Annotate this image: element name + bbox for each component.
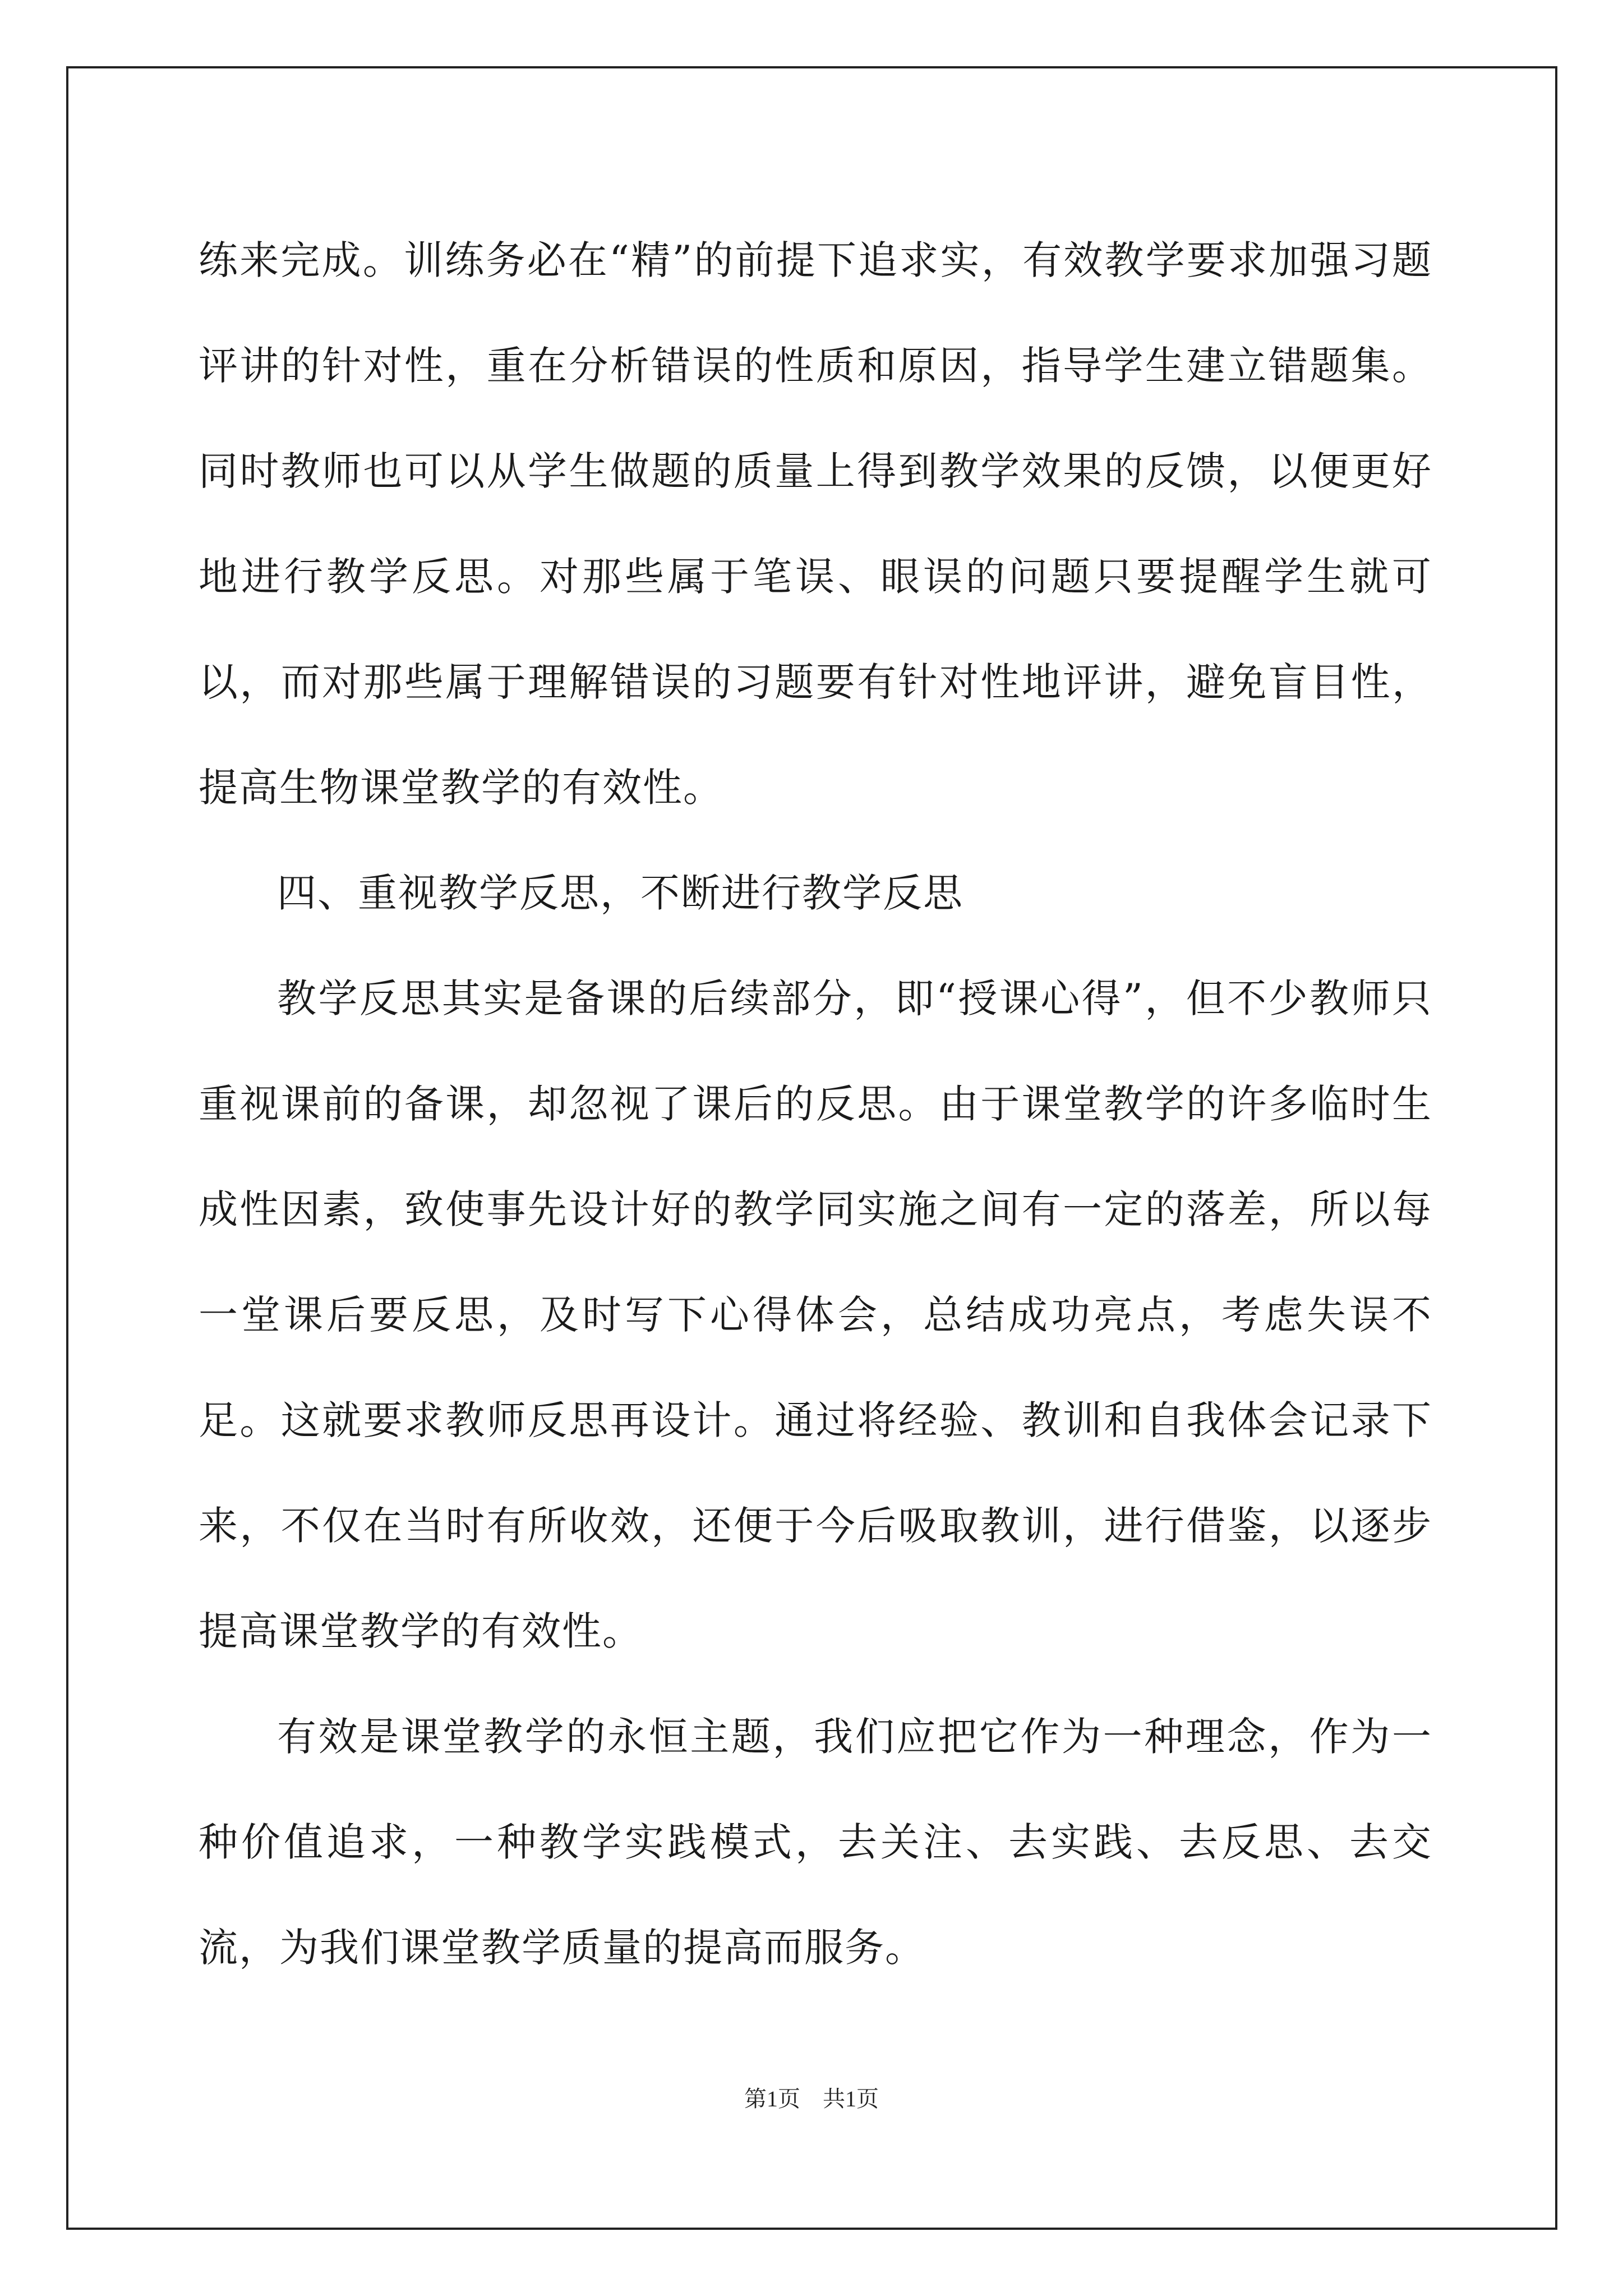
page-total: 共1页 — [823, 2086, 879, 2111]
paragraph-2: 教学反思其实是备课的后续部分，即“授课心得”，但不少教师只重视课前的备课，却忽视了课后的反思。由于课堂教学的许多临时生成性因素，致使事先设计好的教学同实施之间有一定的落差，所以每一堂课后要反思，及时写下心得体会，总结成功亮点，考虑失误不足。这就要求教师反思再设计。通过将经验、教训和自我体会记录下来，不仅在当时有所收效，还便于今后吸取教训，进行借鉴，以逐步提高课堂教学的有效性。 — [199, 976, 1432, 1654]
document-body — [199, 208, 1432, 2000]
paragraph-3: 有效是课堂教学的永恒主题，我们应把它作为一种理念，作为一种价值追求，一种教学实践模式，去关注、去实践、去反思、去交流，为我们课堂教学质量的提高而服务。 — [199, 1714, 1432, 1971]
paragraph-1: 练来完成。训练务必在“精”的前提下追求实，有效教学要求加强习题评讲的针对性，重在分析错误的性质和原因，指导学生建立错题集。同时教师也可以从学生做题的质量上得到教学效果的反馈，以便更好地进行教学反思。对那些属于笔误、眼误的问题只要提醒学生就可以，而对那些属于理解错误的习题要有针对性地评讲，避免盲目性，提高生物课堂教学的有效性。 — [199, 237, 1432, 811]
section-heading: 四、重视教学反思，不断进行教学反思 — [277, 870, 963, 916]
page-number: 第1页 — [744, 2086, 800, 2111]
page-footer — [0, 2081, 1623, 2113]
